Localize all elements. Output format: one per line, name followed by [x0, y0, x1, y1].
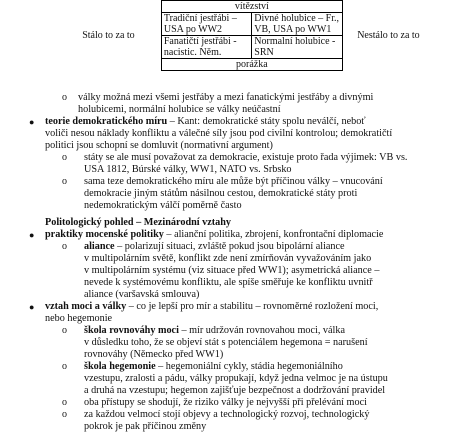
text-line: v multipolárním světě, konflikt zde není zmírňován vyvažováním jako — [84, 253, 372, 264]
text-line: teorie demokratického míru – Kant: demokratické státy spolu neválčí, neboť — [45, 116, 366, 127]
text-line: nedemokratickým válčí poměrně často — [84, 200, 242, 211]
text-line: praktiky mocenské politiky – alianční politika, zbrojení, konfrontační diplomacie — [45, 229, 384, 240]
text-line: státy se ale musí považovat za demokracie, existuje proto řada výjimek: VB vs. — [84, 152, 408, 163]
text-line: USA 1812, Búrské války, WW1, NATO vs. Srbsko — [84, 164, 292, 175]
text-line: škola rovnováhy moci – mír udržován rovnovahou moci, válka — [84, 325, 345, 336]
text-line: pokrok je pak příčinou změny — [84, 421, 207, 432]
text-line: nebo hegemonie — [45, 313, 113, 324]
sub-bullet-icon: o — [62, 325, 67, 336]
text-line: vzestupu, zralosti a pádu, války propukají, když jedna velmoc je na ústupu — [84, 373, 388, 384]
bullet-icon: ● — [29, 117, 35, 127]
sub-bullet-icon: o — [62, 397, 67, 408]
sub-bullet-icon: o — [62, 176, 67, 187]
table-top-label: vítězství — [161, 1, 342, 13]
text-line: v multipolárním systému (viz situace před WW1); asymetrická aliance – — [84, 265, 380, 276]
table-cell-tl: Tradiční jestřábi – USA po WW2 — [161, 13, 251, 36]
table-bottom-label: porážka — [161, 59, 342, 71]
text-line: rovnováhy (Německo před WW1) — [84, 349, 224, 360]
sub-bullet-icon: o — [62, 361, 67, 372]
text-line: a druhá na vzestupu; hegemon zajišťuje bezpečnost a dodržování pravidel — [84, 385, 386, 396]
text-line: holubicemi, normální holubice se války neúčastní — [78, 104, 281, 115]
sub-bullet-icon: o — [62, 92, 67, 103]
text-line: oba přístupy se shodují, že riziko války je nejvyšší při přelévání moci — [84, 397, 367, 408]
bullet-icon: ● — [29, 230, 35, 240]
term-democratic-peace: teorie demokratického míru — [45, 116, 168, 127]
text-line: za každou velmocí stojí objevy a technologický rozvoj, technologický — [84, 409, 370, 420]
table-cell-tr: Divné holubice – Fr., VB, USA po WW1 — [252, 13, 343, 36]
table-cell-br: Normalní holubice - SRN — [252, 36, 343, 59]
table-right-label: Nestálo to za to — [357, 30, 420, 41]
table-left-label: Stálo to za to — [82, 30, 135, 41]
text-line: nevede k systémovému konfliktu, ale spíše směřuje ke konfliktu uvnitř — [84, 277, 373, 288]
table-cell-bl: Fanatičtí jestřábi - nacistic. Něm. — [161, 36, 251, 59]
section-heading: Politologický pohled – Mezinárodní vztahy — [45, 217, 232, 228]
text-line: voliči nesou náklady konfliktu a válečné síly jsou pod civilní kontrolou; demokratičtí — [45, 128, 393, 139]
text-line: vztah moci a války – co je lepší pro mír a stabilitu – rovnoměrné rozložení moci, — [45, 301, 379, 312]
text-line: v důsledku toho, že se objeví stát s potenciálem hegemona = narušení — [84, 337, 368, 348]
text-line: demokracie jiným státům násilnou cestou, demokratické státy proti — [84, 188, 358, 199]
text-line: aliance (varšavská smlouva) — [84, 289, 200, 300]
text-line: aliance – polarizují situaci, zvláště pokud jsou bipolární aliance — [84, 241, 345, 252]
text-line: sama teze demokratického míru ale může být příčinou války – vnucování — [84, 176, 383, 187]
text-line: politici jsou schopní se domluvit (normativní argument) — [45, 140, 273, 151]
text-line: války možná mezi všemi jestřáby a mezi fanatickými jestřáby a divnými — [78, 92, 374, 103]
sub-bullet-icon: o — [62, 152, 67, 163]
text-line: škola hegemonie – hegemoniální cykly, stádia hegemoniálního — [84, 361, 343, 372]
sub-bullet-icon: o — [62, 241, 67, 252]
bullet-icon: ● — [29, 302, 35, 312]
war-outcome-table — [56, 0, 434, 71]
sub-bullet-icon: o — [62, 409, 67, 420]
